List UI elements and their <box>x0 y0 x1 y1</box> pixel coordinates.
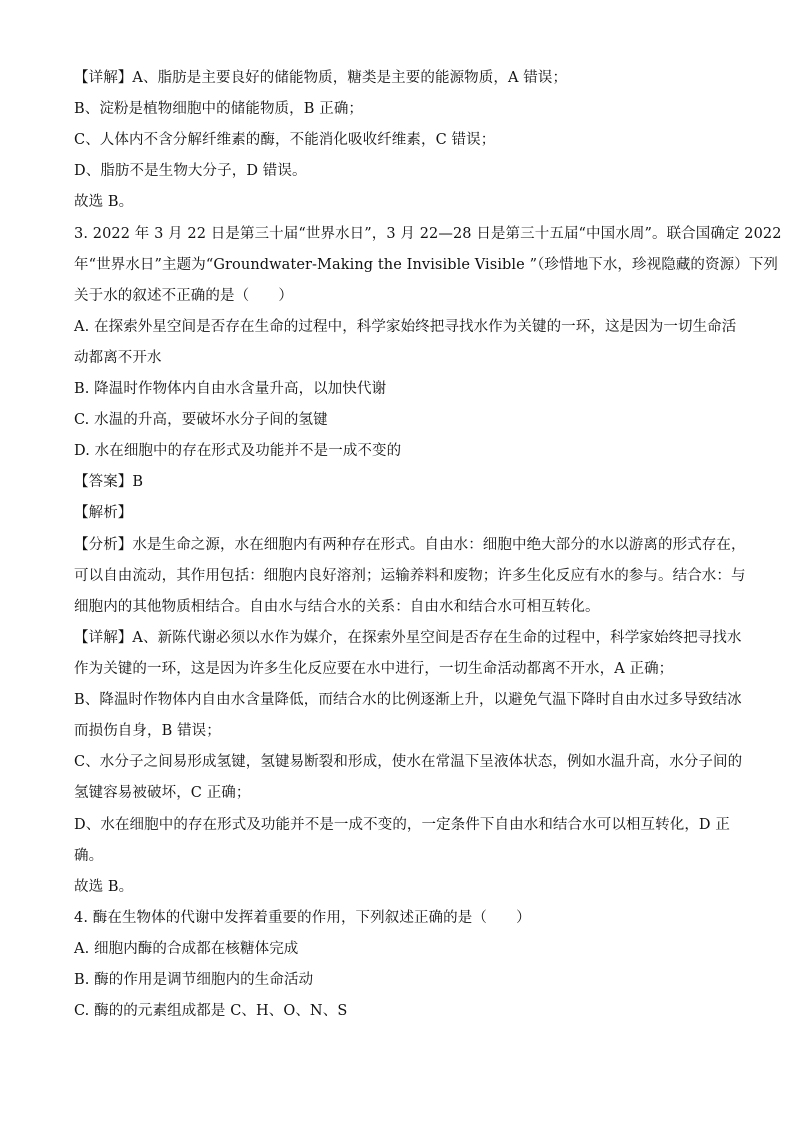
text-line: C、人体内不含分解纤维素的酶，不能消化吸收纤维素，C 错误； <box>74 132 496 148</box>
option-b: B. 酶的作用是调节细胞内的生命活动 <box>74 972 314 988</box>
text-line: 细胞内的其他物质相结合。自由水与结合水的关系：自由水和结合水可相互转化。 <box>74 599 600 615</box>
text-line: B、降温时作物体内自由水含量降低，而结合水的比例逐渐上升，以避免气温下降时自由水过多导致结冰 <box>74 692 742 708</box>
text-line: 故选 B。 <box>74 879 134 895</box>
question-3-stem: 年“世界水日”主题为“Groundwater-Making the Invisible Visible ”（珍惜地下水，珍视隐藏的资源）下列 <box>74 257 779 273</box>
text-line: 氢键容易被破坏，C 正确； <box>74 785 251 801</box>
text-line: 故选 B。 <box>74 194 134 210</box>
question-3-stem: 关于水的叙述不正确的是（ ） <box>74 288 293 304</box>
text-line: B、淀粉是植物细胞中的储能物质，B 正确； <box>74 101 364 117</box>
analysis-label: 【解析】 <box>74 505 133 521</box>
option-d: D. 水在细胞中的存在形式及功能并不是一成不变的 <box>74 443 402 459</box>
text-line: 而损伤自身，B 错误； <box>74 723 221 739</box>
text-line: D、脂肪不是生物大分子，D 错误。 <box>74 163 307 179</box>
text-line: C、水分子之间易形成氢键，氢键易断裂和形成，使水在常温下呈液体状态，例如水温升高，水分子间的 <box>74 754 743 770</box>
text-line: 可以自由流动，其作用包括：细胞内良好溶剂；运输养料和废物；许多生化反应有水的参与。结合水：与 <box>74 568 746 584</box>
question-3-stem: 3. 2022 年 3 月 22 日是第三十届“世界水日”，3 月 22—28 日是第三十五届“中国水周”。联合国确定 2022 <box>74 226 782 242</box>
option-a: A. 细胞内酶的合成都在核糖体完成 <box>74 941 299 957</box>
answer-label: 【答案】B <box>74 474 144 490</box>
text-line: 作为关键的一环，这是因为许多生化反应要在水中进行，一切生命活动都离不开水，A 正确； <box>74 661 674 677</box>
text-line: 【详解】A、脂肪是主要良好的储能物质，糖类是主要的能源物质，A 错误； <box>74 70 568 86</box>
option-c: C. 酶的的元素组成都是 C、H、O、N、S <box>74 1003 348 1019</box>
question-4-stem: 4. 酶在生物体的代谢中发挥着重要的作用，下列叙述正确的是（ ） <box>74 910 531 926</box>
text-line: D、水在细胞中的存在形式及功能并不是一成不变的，一定条件下自由水和结合水可以相互转化，D 正 <box>74 817 730 833</box>
option-a: A. 在探索外星空间是否存在生命的过程中，科学家始终把寻找水作为关键的一环，这是因为一切生命活 <box>74 319 737 335</box>
option-a-cont: 动都离不开水 <box>74 350 162 366</box>
text-line: 确。 <box>74 848 104 864</box>
text-line: 【分析】水是生命之源，水在细胞内有两种存在形式。自由水：细胞中绝大部分的水以游离的形式存在， <box>74 537 746 553</box>
text-line: 【详解】A、新陈代谢必须以水作为媒介，在探索外星空间是否存在生命的过程中，科学家始终把寻找水 <box>74 630 742 646</box>
option-c: C. 水温的升高，要破坏水分子间的氢键 <box>74 412 328 428</box>
option-b: B. 降温时作物体内自由水含量升高，以加快代谢 <box>74 381 387 397</box>
